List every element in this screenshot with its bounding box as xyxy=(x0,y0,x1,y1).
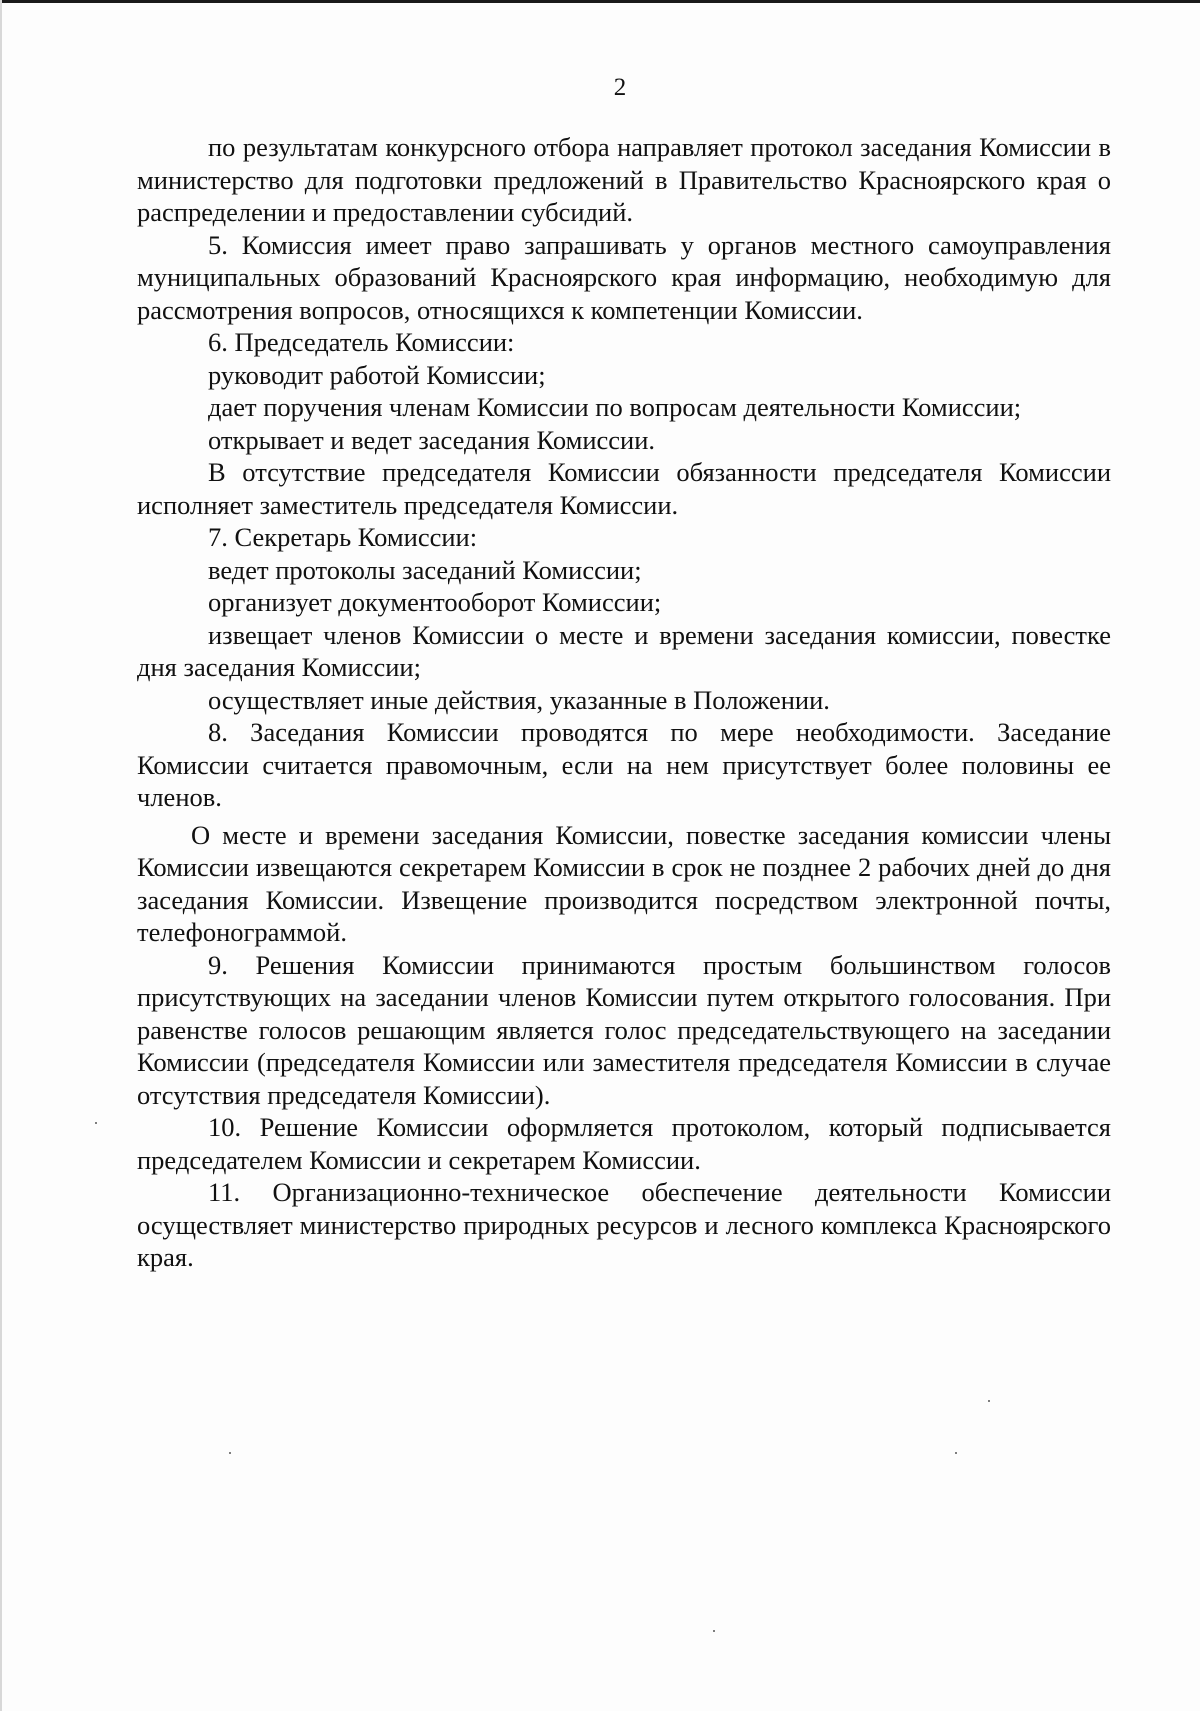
paragraph-10: 10. Решение Комиссии оформляется протоколом, который подписывается председателем Комиссии и секретарем Комиссии. xyxy=(137,1112,1111,1175)
paragraph-9: 9. Решения Комиссии принимаются простым большинством голосов присутствующих на заседании членов Комиссии путем открытого голосования. При равенстве голосов решающим является голос председательствующего на заседании Комиссии (председателя Комиссии или заместителя председателя Комиссии в случае отсутствия председателя Комиссии). xyxy=(137,949,1111,1110)
scan-speck xyxy=(955,1452,957,1454)
top-border xyxy=(0,0,1200,3)
scan-speck xyxy=(95,1122,97,1124)
paragraph-continuation: по результатам конкурсного отбора направляет протокол заседания Комиссии в министерство для подготовки предложений в Правительство Красноярского края о распределении и предоставлении субсидий. xyxy=(137,132,1111,227)
left-border xyxy=(0,0,2,1711)
paragraph-8: 8. Заседания Комиссии проводятся по мере необходимости. Заседание Комиссии считается правомочным, если на нем присутствует более половины ее членов. xyxy=(137,717,1111,812)
secretary-duty-4: осуществляет иные действия, указанные в Положении. xyxy=(208,684,830,715)
scan-speck xyxy=(988,1400,990,1402)
chair-duty-2: дает поручения членам Комиссии по вопросам деятельности Комиссии; xyxy=(208,392,1022,422)
scan-speck xyxy=(713,1630,715,1632)
paragraph-5: 5. Комиссия имеет право запрашивать у органов местного самоуправления муниципальных образований Красноярского края информацию, необходимую для рассмотрения вопросов, относящихся к компетенции Комиссии. xyxy=(137,229,1111,325)
chair-duty-3: открывает и ведет заседания Комиссии. xyxy=(208,424,656,455)
secretary-duty-2: организует документооборот Комиссии; xyxy=(208,587,662,617)
paragraph-11: 11. Организационно-техническое обеспечение деятельности Комиссии осуществляет министерство природных ресурсов и лесного комплекса Красноярского края. xyxy=(137,1177,1111,1272)
chair-absence: В отсутствие председателя Комиссии обязанности председателя Комиссии исполняет заместитель председателя Комиссии. xyxy=(137,457,1111,520)
secretary-duty-3: извещает членов Комиссии о месте и времени заседания комиссии, повестке дня заседания Комиссии; xyxy=(137,619,1111,682)
chair-duty-1: руководит работой Комиссии; xyxy=(208,359,546,390)
secretary-duty-1: ведет протоколы заседаний Комиссии; xyxy=(208,554,642,585)
document-body xyxy=(137,131,1111,1274)
page-number: 2 xyxy=(613,74,627,101)
meeting-notice: О месте и времени заседания Комиссии, повестке заседания комиссии члены Комиссии извещаются секретарем Комиссии в срок не позднее 2 рабочих дней до дня заседания Комиссии. Извещение производится посредством электронной почты, телефонограммой. xyxy=(137,819,1111,947)
paragraph-7-heading: 7. Секретарь Комиссии: xyxy=(208,522,478,552)
paragraph-6-heading: 6. Председатель Комиссии: xyxy=(208,327,515,357)
scan-speck xyxy=(229,1452,231,1454)
